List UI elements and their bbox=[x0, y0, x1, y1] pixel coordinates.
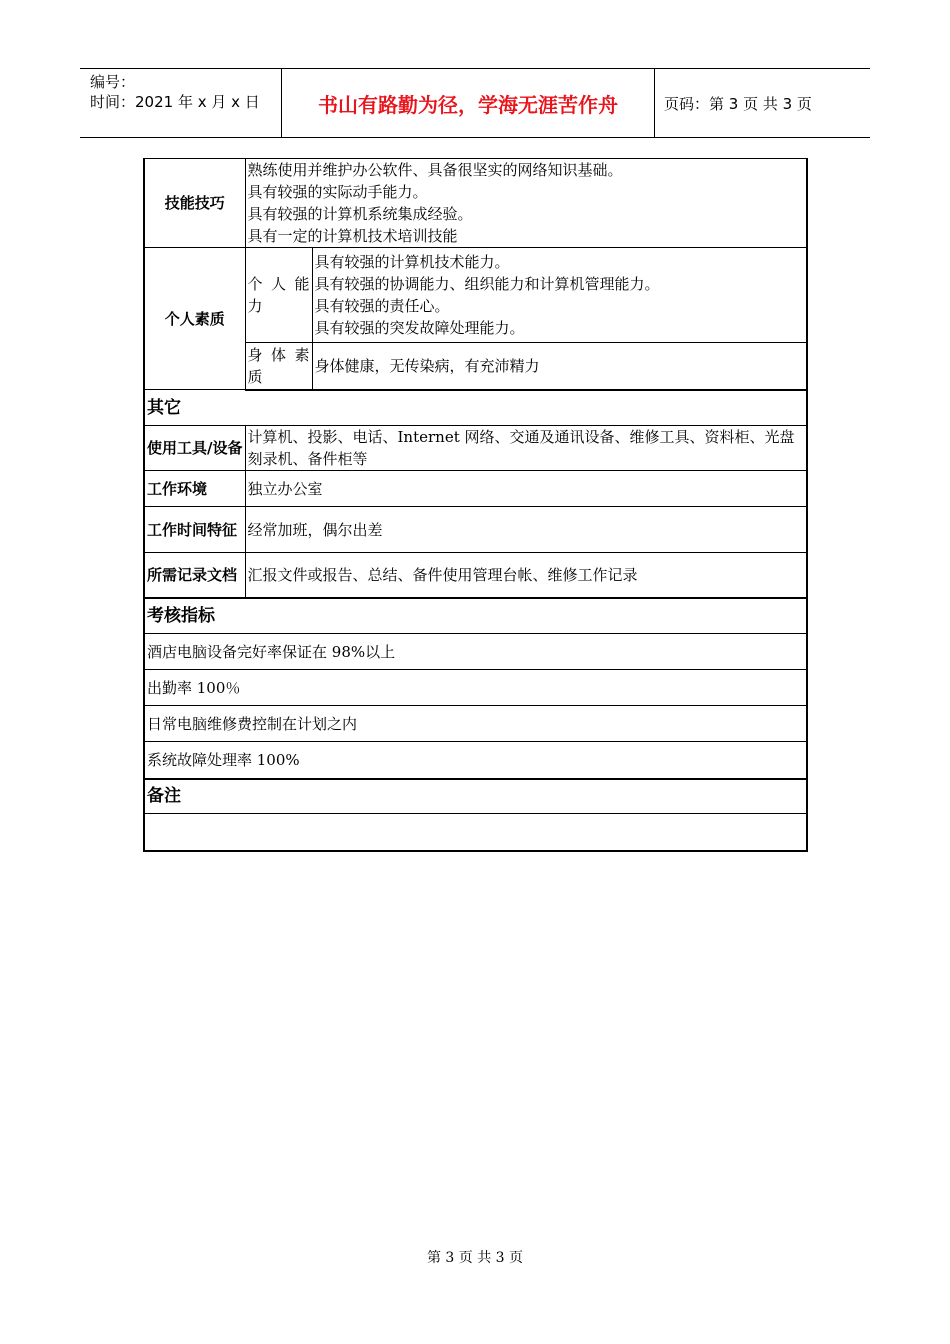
skills-line: 熟练使用并维护办公软件、具备很坚实的网络知识基础。 bbox=[247, 161, 623, 179]
work-time-row bbox=[144, 507, 807, 553]
kpi-row bbox=[144, 706, 807, 742]
skills-line: 具有较强的计算机系统集成经验。 bbox=[247, 205, 473, 223]
motto: 书山有路勤为径，学海无涯苦作舟 bbox=[281, 69, 655, 137]
notes-value bbox=[144, 814, 807, 851]
other-section-title: 其它 bbox=[144, 390, 807, 426]
records-row bbox=[144, 553, 807, 598]
ability-line: 具有较强的责任心。 bbox=[314, 297, 450, 315]
tools-label: 使用工具/设备 bbox=[144, 426, 245, 471]
skills-line: 具有较强的实际动手能力。 bbox=[247, 183, 428, 201]
environment-row bbox=[144, 471, 807, 507]
header-meta bbox=[90, 72, 260, 112]
notes-row bbox=[144, 814, 807, 851]
skills-label: 技能技巧 bbox=[144, 159, 245, 248]
ability-line: 具有较强的计算机技术能力。 bbox=[314, 253, 510, 271]
work-time-label: 工作时间特征 bbox=[144, 507, 245, 553]
kpi-item: 系统故障处理率 100% bbox=[144, 742, 807, 779]
kpi-row bbox=[144, 670, 807, 706]
job-description-table bbox=[143, 158, 808, 852]
ability-line: 具有较强的协调能力、组织能力和计算机管理能力。 bbox=[314, 275, 660, 293]
kpi-item: 出勤率 100％ bbox=[144, 670, 807, 706]
personal-ability-row bbox=[144, 248, 807, 343]
physical-label bbox=[245, 343, 312, 390]
document-number: 编号： bbox=[90, 73, 136, 91]
records-value: 汇报文件或报告、总结、备件使用管理台帐、维修工作记录 bbox=[245, 553, 807, 598]
kpi-item: 酒店电脑设备完好率保证在 98%以上 bbox=[144, 634, 807, 670]
physical-label-text: 身 体 素质 bbox=[247, 345, 310, 386]
environment-label: 工作环境 bbox=[144, 471, 245, 507]
skills-line: 具有一定的计算机技术培训技能 bbox=[247, 227, 458, 245]
ability-content bbox=[312, 248, 807, 343]
kpi-row bbox=[144, 634, 807, 670]
environment-value: 独立办公室 bbox=[245, 471, 807, 507]
kpi-row bbox=[144, 742, 807, 779]
document-date: 时间：2021 年 x 月 x 日 bbox=[90, 93, 260, 111]
page-header bbox=[80, 68, 870, 138]
personal-quality-label: 个人素质 bbox=[144, 248, 245, 390]
kpi-section-title: 考核指标 bbox=[144, 598, 807, 634]
ability-label bbox=[245, 248, 312, 343]
physical-value: 身体健康，无传染病，有充沛精力 bbox=[312, 343, 807, 390]
kpi-section-row bbox=[144, 598, 807, 634]
skills-content bbox=[245, 159, 807, 248]
notes-section-title: 备注 bbox=[144, 779, 807, 814]
page-indicator: 页码：第 3 页 共 3 页 bbox=[664, 95, 812, 113]
tools-row bbox=[144, 426, 807, 471]
page-footer: 第 3 页 共 3 页 bbox=[426, 1250, 524, 1266]
ability-line: 具有较强的突发故障处理能力。 bbox=[314, 319, 525, 337]
kpi-item: 日常电脑维修费控制在计划之内 bbox=[144, 706, 807, 742]
ability-label-text: 个 人 能力 bbox=[247, 275, 310, 315]
tools-value: 计算机、投影、电话、Internet 网络、交通及通讯设备、维修工具、资料柜、光盘刻录机、备件柜等 bbox=[245, 426, 807, 471]
skills-row bbox=[144, 159, 807, 248]
notes-section-row bbox=[144, 779, 807, 814]
records-label: 所需记录文档 bbox=[144, 553, 245, 598]
other-section-row bbox=[144, 390, 807, 426]
work-time-value: 经常加班，偶尔出差 bbox=[245, 507, 807, 553]
